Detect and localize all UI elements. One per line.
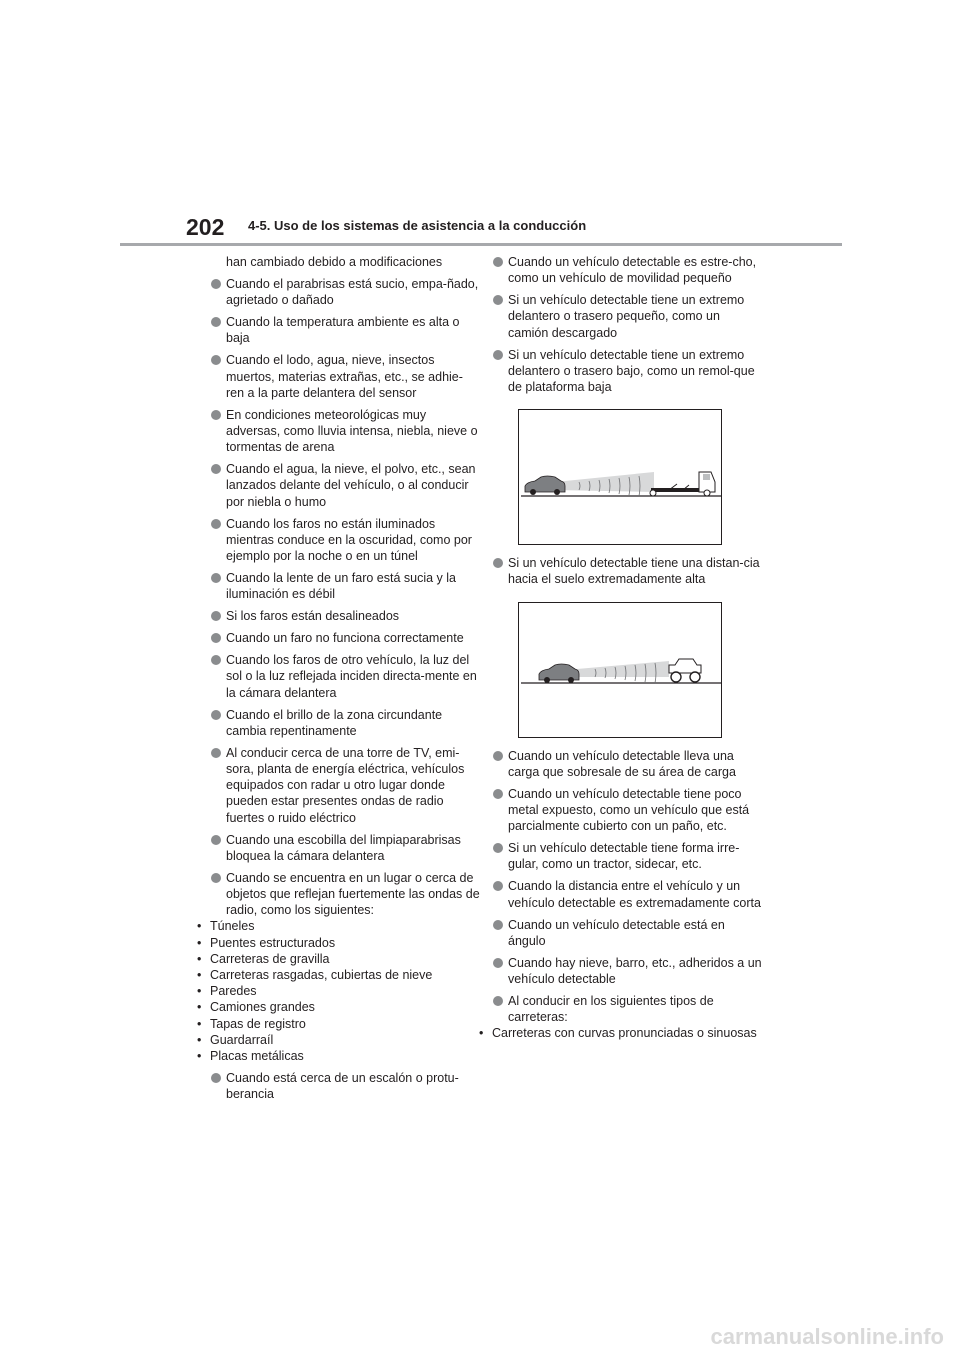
- list-item: Cuando un vehículo detectable tiene poco metal expuesto, como un vehículo que está parcialmente cubierto con un paño, etc.: [492, 786, 762, 835]
- list-item: Cuando está cerca de un escalón o protu-berancia: [210, 1070, 480, 1102]
- list-item: Cuando los faros no están iluminados mientras conduce en la oscuridad, como por ejemplo por la noche o en un túnel: [210, 516, 480, 565]
- page-number: 202: [186, 214, 225, 240]
- car-icon: [539, 664, 579, 683]
- left-column: [197, 254, 480, 1108]
- bullet-icon: [493, 996, 503, 1006]
- bullet-icon: [211, 519, 221, 529]
- list-item: En condiciones meteorológicas muy adversas, como lluvia intensa, niebla, nieve o tormentas de arena: [210, 407, 480, 456]
- list-item: Si un vehículo detectable tiene una distan-cia hacia el suelo extremadamente alta: [492, 555, 762, 587]
- bullet-icon: [211, 410, 221, 420]
- sub-list-item: • Carreteras rasgadas, cubiertas de nieve: [197, 968, 433, 983]
- list-item: Cuando un vehículo detectable lleva una carga que sobresale de su área de carga: [492, 748, 762, 780]
- sub-list-item: • Paredes: [197, 984, 257, 999]
- bullet-icon: [211, 633, 221, 643]
- sub-list-item: • Camiones grandes: [197, 1000, 315, 1015]
- list-item: Cuando el agua, la nieve, el polvo, etc., sean lanzados delante del vehículo, o al conducir por niebla o humo: [210, 461, 480, 510]
- list-item: Si un vehículo detectable tiene un extremo delantero o trasero bajo, como un remol-que de plataforma baja: [492, 347, 762, 396]
- bullet-icon: [211, 710, 221, 720]
- right-column: [479, 254, 762, 1042]
- bullet-icon: [493, 843, 503, 853]
- bullet-icon: [493, 751, 503, 761]
- bullet-icon: [211, 279, 221, 289]
- low-trailer-illustration: [519, 410, 723, 546]
- section-title: 4-5. Uso de los sistemas de asistencia a la conducción: [248, 218, 587, 233]
- figure-low-trailer: [518, 409, 722, 545]
- list-item: Cuando la temperatura ambiente es alta o baja: [210, 314, 480, 346]
- high-clearance-vehicle-icon: [669, 659, 701, 682]
- sub-list-item: • Tapas de registro: [197, 1016, 306, 1031]
- bullet-icon: [211, 1073, 221, 1083]
- bullet-icon: [493, 295, 503, 305]
- list-item: Si los faros están desalineados: [210, 608, 480, 624]
- list-item: Cuando el parabrisas está sucio, empa-ñado, agrietado o dañado: [210, 276, 480, 308]
- bullet-icon: [211, 317, 221, 327]
- sub-list: [478, 1025, 762, 1041]
- bullet-icon: [211, 464, 221, 474]
- list-item: Cuando hay nieve, barro, etc., adheridos a un vehículo detectable: [492, 955, 762, 987]
- sub-list-item: • Carreteras con curvas pronunciadas o sinuosas: [479, 1026, 757, 1041]
- sub-list-item: • Guardarraíl: [197, 1032, 274, 1047]
- bullet-icon: [211, 573, 221, 583]
- bullet-icon: [211, 611, 221, 621]
- continuation-text: han cambiado debido a modificaciones: [226, 255, 443, 269]
- list-item: Cuando un vehículo detectable está en ángulo: [492, 917, 762, 949]
- list-item: Al conducir cerca de una torre de TV, emi-sora, planta de energía eléctrica, vehículos equipados con radar u otro lugar donde pueden estar presentes ondas de radio fuertes o ruido eléctrico: [210, 745, 480, 826]
- list-item: Cuando se encuentra en un lugar o cerca de objetos que reflejan fuertemente las ondas de radio, como los siguientes:: [210, 870, 480, 919]
- bullet-icon: [493, 920, 503, 930]
- list-item: Cuando una escobilla del limpiaparabrisas bloquea la cámara delantera: [210, 832, 480, 864]
- list-item: Cuando la distancia entre el vehículo y un vehículo detectable es extremadamente corta: [492, 878, 762, 910]
- high-clearance-illustration: [519, 603, 723, 739]
- bullet-icon: [211, 835, 221, 845]
- header-divider: [120, 243, 842, 246]
- list-item: Cuando la lente de un faro está sucia y la iluminación es débil: [210, 570, 480, 602]
- sub-list-item: • Carreteras de gravilla: [197, 951, 330, 966]
- list-item: Si un vehículo detectable tiene un extremo delantero o trasero pequeño, como un camión descargado: [492, 292, 762, 341]
- sub-list-item: • Túneles: [197, 919, 255, 934]
- bullet-icon: [493, 958, 503, 968]
- sub-list: [196, 918, 480, 1064]
- list-item: Cuando el lodo, agua, nieve, insectos muertos, materias extrañas, etc., se adhie-ren a la parte delantera del sensor: [210, 352, 480, 401]
- figure-high-clearance: [518, 602, 722, 738]
- bullet-icon: [493, 257, 503, 267]
- list-item: Al conducir en los siguientes tipos de carreteras:: [492, 993, 762, 1025]
- bullet-icon: [211, 873, 221, 883]
- bullet-icon: [493, 789, 503, 799]
- watermark: carmanualsonline.info: [710, 1324, 944, 1349]
- bullet-icon: [211, 655, 221, 665]
- trailer-truck-icon: [650, 472, 715, 496]
- bullet-icon: [211, 355, 221, 365]
- list-item: Cuando el brillo de la zona circundante cambia repentinamente: [210, 707, 480, 739]
- list-item: Si un vehículo detectable tiene forma irre-gular, como un tractor, sidecar, etc.: [492, 840, 762, 872]
- list-item: Cuando un faro no funciona correctamente: [210, 630, 480, 646]
- bullet-icon: [493, 558, 503, 568]
- bullet-icon: [493, 881, 503, 891]
- bullet-icon: [211, 748, 221, 758]
- sub-list-item: • Placas metálicas: [197, 1049, 304, 1064]
- list-item: Cuando un vehículo detectable es estre-cho, como un vehículo de movilidad pequeño: [492, 254, 762, 286]
- sub-list-item: • Puentes estructurados: [197, 935, 336, 950]
- list-item: Cuando los faros de otro vehículo, la luz del sol o la luz reflejada inciden directa-mente en la cámara delantera: [210, 652, 480, 701]
- bullet-icon: [493, 350, 503, 360]
- car-icon: [525, 476, 565, 495]
